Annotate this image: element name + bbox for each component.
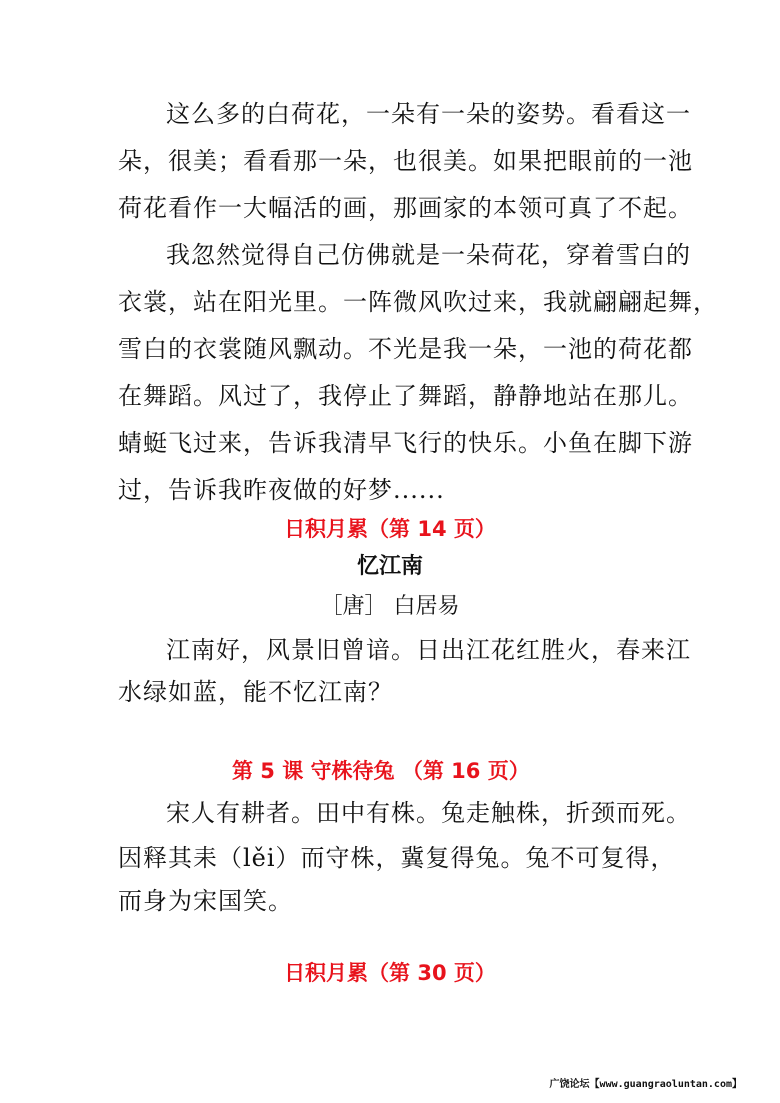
poem-line: 水绿如蓝，能不忆江南？ [118, 678, 393, 706]
paragraph-line: 在舞蹈。风过了，我停止了舞蹈，静静地站在那儿。 [118, 382, 693, 410]
poem-author: ［唐］ 白居易 [320, 594, 460, 619]
text-line: 因释其耒（lěi）而守株，冀复得兔。兔不可复得， [118, 844, 676, 872]
paragraph-line: 雪白的衣裳随风飘动。不光是我一朵，一池的荷花都 [118, 335, 693, 363]
paragraph-line: 朵，很美；看看那一朵，也很美。如果把眼前的一池 [118, 147, 693, 175]
section-heading: 日积月累（第 14 页） [284, 517, 496, 541]
paragraph-line: 衣裳，站在阳光里。一阵微风吹过来，我就翩翩起舞， [118, 288, 718, 316]
section-heading: 日积月累（第 30 页） [284, 961, 496, 985]
paragraph-line: 蜻蜓飞过来，告诉我清早飞行的快乐。小鱼在脚下游 [118, 429, 693, 457]
poem-title: 忆江南 [356, 554, 423, 579]
paragraph-line: 荷花看作一大幅活的画，那画家的本领可真了不起。 [118, 194, 693, 222]
lesson-heading: 第 5 课 守株待兔 （第 16 页） [232, 759, 530, 783]
paragraph-line: 我忽然觉得自己仿佛就是一朵荷花，穿着雪白的 [166, 241, 691, 269]
footer-watermark: 广饶论坛【www.guangraoluntan.com】 [549, 1079, 742, 1090]
text-line: 而身为宋国笑。 [118, 887, 293, 915]
poem-line: 江南好，风景旧曾谙。日出江花红胜火，春来江 [166, 636, 691, 664]
paragraph-line: 这么多的白荷花，一朵有一朵的姿势。看看这一 [166, 100, 691, 128]
text-line: 宋人有耕者。田中有株。兔走触株，折颈而死。 [166, 799, 691, 827]
paragraph-line: 过，告诉我昨夜做的好梦...... [118, 476, 445, 504]
